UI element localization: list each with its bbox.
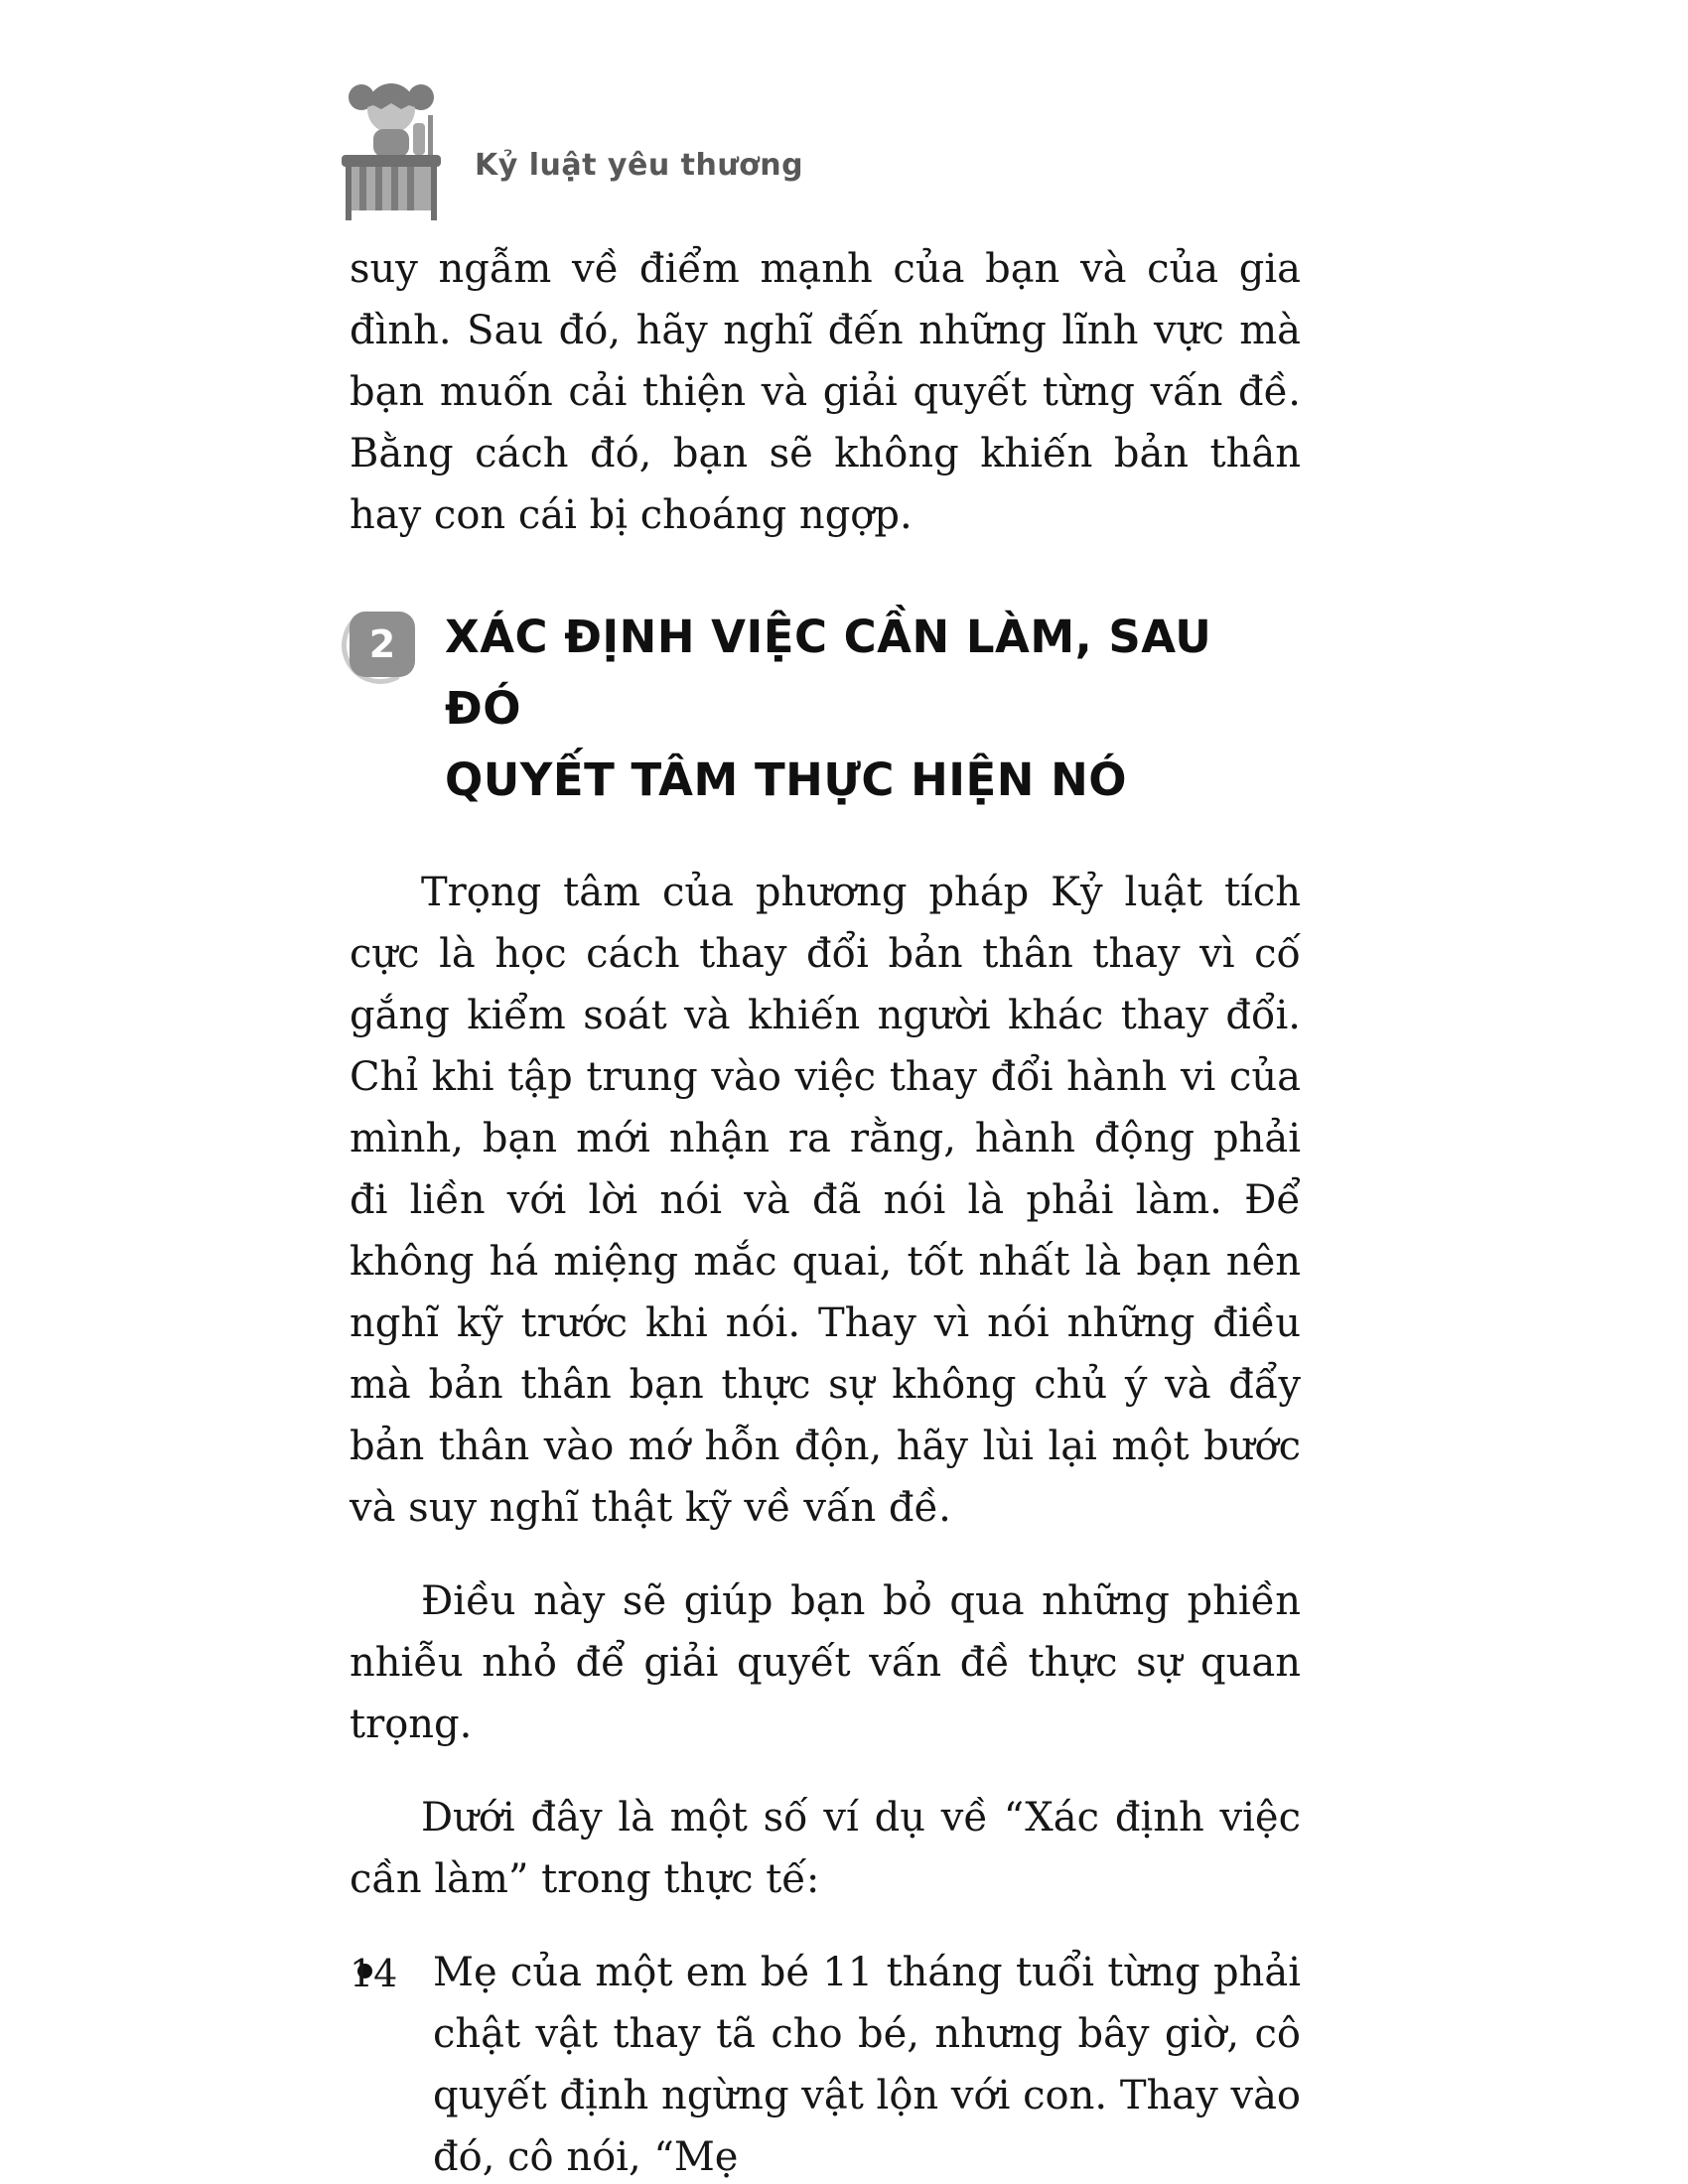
body-paragraph: Dưới đây là một số ví dụ về “Xác định việc cần làm” trong thực tế: (350, 1795, 1301, 1902)
girl-at-desk-icon (336, 71, 447, 222)
body-paragraph: Trọng tâm của phương pháp Kỷ luật tích cực là học cách thay đổi bản thân thay vì cố gắng kiểm soát và khiến người khác thay đổi. Chỉ khi tập trung vào việc thay đổi hành vi của mình, bạn mới nhận ra rằng, hành động phải đi liền với lời nói và đã nói là phải làm. Để không há miệng mắc quai, tốt nhất là bạn nên nghĩ kỹ trước khi nói. Thay vì nói những điều mà bản thân bạn thực sự không chủ ý và đẩy bản thân vào mớ hỗn độn, hãy lùi lại một bước và suy nghĩ thật kỹ về vấn đề. (350, 870, 1301, 1531)
bullet-list-item (350, 1942, 1301, 2184)
page-content (350, 238, 1301, 2184)
page-number: 14 (350, 1952, 398, 1995)
bullet-item-text: Mẹ của một em bé 11 tháng tuổi từng phải chật vật thay tã cho bé, nhưng bây giờ, cô quyết định ngừng vật lộn với con. Thay vào đó, cô nói, “Mẹ (433, 1950, 1301, 2180)
page-header (336, 71, 803, 222)
intro-paragraph: suy ngẫm về điểm mạnh của bạn và của gia đình. Sau đó, hãy nghĩ đến những lĩnh vực mà bạn muốn cải thiện và giải quyết từng vấn đề. Bằng cách đó, bạn sẽ không khiến bản thân hay con cái bị choáng ngợp. (350, 246, 1301, 538)
section-title-line-2: QUYẾT TÂM THỰC HIỆN NÓ (445, 753, 1127, 806)
section-number: 2 (350, 612, 415, 677)
section-title-line-1: XÁC ĐỊNH VIỆC CẦN LÀM, SAU ĐÓ (445, 611, 1212, 735)
section-title (445, 602, 1301, 816)
body-paragraph: Điều này sẽ giúp bạn bỏ qua những phiền nhiễu nhỏ để giải quyết vấn đề thực sự quan trọng. (350, 1578, 1301, 1747)
book-title: Kỷ luật yêu thương (475, 148, 804, 183)
section-heading (350, 602, 1301, 816)
section-number-badge (350, 612, 415, 677)
